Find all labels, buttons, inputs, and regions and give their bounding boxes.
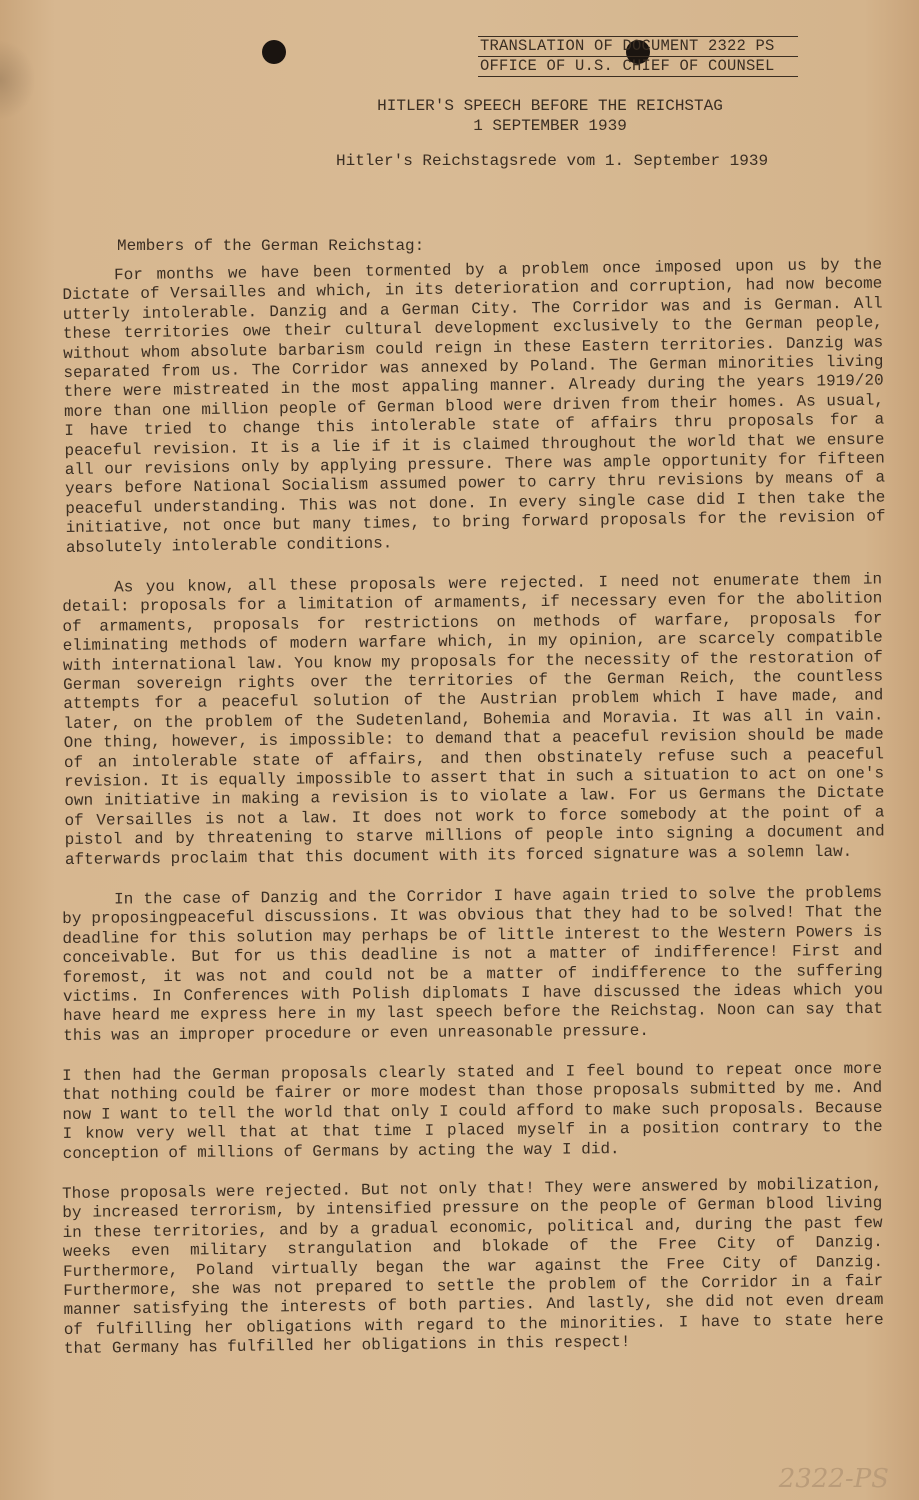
header-line-2: OFFICE OF U.S. CHIEF OF COUNSEL: [478, 57, 798, 77]
salutation: Members of the German Reichstag:: [117, 237, 425, 255]
header-line-1: TRANSLATION OF DOCUMENT 2322 PS: [478, 36, 798, 57]
paragraph-1: For months we have been tormented by a problem once imposed upon us by the Dictate of Versailles and which, in its deterioration and corruption, had now become utterly intolerable. Danzig and a German City. The Corridor was and is German. All these territories owe their cultural development exclusively to the German people, without whom absolute barbarism could reign in these Eastern territories. Danzig was separated from us. The Corridor was annexed by Poland. The German minorities living there were mistreated in the most appaling manner. Already during the years 1919/20 more than one million people of German blood were driven from their homes. As usual, I have tried to change this intolerable state of affairs thru proposals for a peaceful revision. It is a lie if it is claimed throughout the world that we ensure all our revisions only by applying pressure. There was ample opportunity for fifteen years before National Socialism assumed power to carry thru revisions by means of a peaceful understanding. This was not done. In every single case did I then take the initiative, not once but many times, to bring forward proposals for the revision of absolutely intolerable conditions.: [62, 255, 886, 557]
paragraph-2: As you know, all these proposals were rejected. I need not enumerate them in detail: proposals for a limitation of armaments, if necessary even for the abolition of armaments, proposals for restrictions on methods of warfare, proposals for eliminating methods of modern warfare which, in my opinion, are scarcely compatible with international law. You know my proposals for the necessity of the restoration of German sovereign rights over the territories of the German Reich, the countless attempts for a peaceful solution of the Austrian problem which I have made, and later, on the problem of the Sudetenland, Bohemia and Moravia. It was all in vain. One thing, however, is impossible: to demand that a peaceful revision should be made of an intolerable state of affairs, and then obstinately refuse such a peaceful revision. It is equally impossible to assert that in such a situation to act on one's own initiative in making a revision is to violate a law. For us Germans the Dictate of Versailles is not a law. It does not work to force somebody at the point of a pistol and by threatening to starve millions of people into signing a document and afterwards proclaim that this document with its forced signature was a solemn law.: [62, 570, 885, 869]
translation-header: [478, 36, 798, 77]
title-line-1: HITLER'S SPEECH BEFORE THE REICHSTAG: [377, 97, 723, 115]
handwritten-document-number: 2322-PS: [778, 1464, 889, 1494]
paragraph-3: In the case of Danzig and the Corridor I have again tried to solve the problems by proposingpeaceful discussions. It was obvious that they had to be solved! That the deadline for this solution may perhaps be of little interest to the Western Powers is conceivable. But for us this deadline is not a matter of indifference! First and foremost, it was not and could not be a matter of indifference to the suffering victims. In Conferences with Polish diplomats I have discussed the ideas which you have heard me express here in my last speech before the Reichstag. Noon can say that this was an improper procedure or even unreasonable pressure.: [62, 884, 884, 1046]
speech-body: [62, 255, 886, 1381]
paragraph-4: I then had the German proposals clearly stated and I feel bound to repeat once more that nothing could be fairer or more modest than those proposals submitted by me. And now I want to tell the world that only I could afford to make such proposals. Because I know very well that at that time I placed myself in a position contrary to the conception of millions of Germans by acting the way I did.: [62, 1060, 883, 1164]
edge-stain: [0, 40, 36, 120]
paragraph-5: Those proposals were rejected. But not only that! They were answered by mobilization, by increased terrorism, by intensified pressure on the people of German blood living in these territories, and by a gradual economic, political and, during the past few weeks even military strangulation and blokade of the Free City of Danzig. Furthermore, Poland virtually began the war against the Free City of Danzig. Furthermore, she was not prepared to settle the problem of the Corridor in a fair manner satisfying the interests of both parties. And lastly, she did not even dream of fulfilling her obligations with regard to the minorities. I have to state here that Germany has fulfilled her obligations in this respect!: [62, 1175, 884, 1359]
title-line-2: 1 SEPTEMBER 1939: [473, 117, 627, 135]
document-title: [300, 96, 800, 136]
german-subtitle: Hitler's Reichstagsrede vom 1. September 1939: [336, 152, 769, 170]
punch-hole-left: [262, 40, 286, 64]
